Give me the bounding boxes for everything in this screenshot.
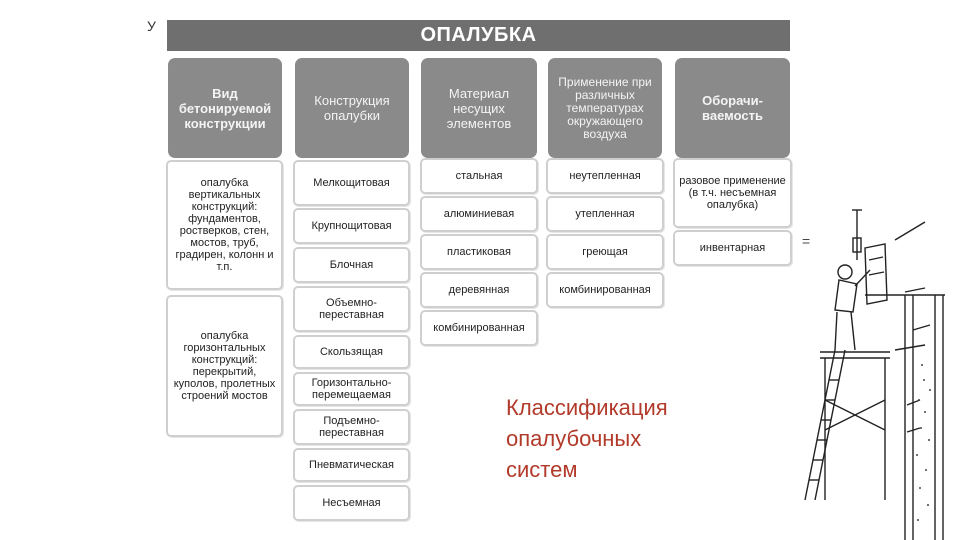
col1-horizontal-structures: опалубка горизонтальных конструкций: перекрытий, куполов, пролетных строений мостов [166, 295, 283, 437]
caption-line: Классификация [506, 395, 668, 420]
col5-inventory: инвентарная [673, 230, 792, 266]
col5-single-use: разовое применение (в т.ч. несъемная опалубка) [673, 158, 792, 228]
col3-item: деревянная [420, 272, 538, 308]
equals-mark: = [802, 233, 811, 249]
header-construction-type: Вид бетонируемой конструкции [168, 58, 282, 158]
col2-item: Несъемная [293, 485, 410, 521]
caption-line: систем [506, 457, 578, 482]
col1-vertical-structures: опалубка вертикальных конструкций: фундаментов, ростверков, стен, мостов, труб, градирен, колонн и т.п. [166, 160, 283, 290]
col2-item: Скользящая [293, 335, 410, 369]
col4-item: утепленная [546, 196, 664, 232]
caption-line: опалубочных [506, 426, 642, 451]
col4-item: комбинированная [546, 272, 664, 308]
corner-mark: У [147, 18, 156, 34]
header-material: Материал несущих элементов [421, 58, 537, 158]
col4-item: неутепленная [546, 158, 664, 194]
col3-item: пластиковая [420, 234, 538, 270]
col3-item: комбинированная [420, 310, 538, 346]
slide-caption [506, 392, 766, 485]
col2-item: Крупнощитовая [293, 208, 410, 244]
col2-item: Подъемно-переставная [293, 409, 410, 445]
col2-item: Горизонтально-перемещаемая [293, 372, 410, 406]
formwork-worker-illustration [795, 200, 960, 540]
col4-item: греющая [546, 234, 664, 270]
col2-item: Мелкощитовая [293, 160, 410, 206]
header-turnover: Оборачи-ваемость [675, 58, 790, 158]
col2-item: Объемно-переставная [293, 286, 410, 332]
header-formwork-design: Конструкция опалубки [295, 58, 409, 158]
col2-item: Пневматическая [293, 448, 410, 482]
header-temperature-use: Применение при различных температурах окружающего воздуха [548, 58, 662, 158]
col3-item: алюминиевая [420, 196, 538, 232]
diagram-title: ОПАЛУБКА [167, 20, 790, 51]
col2-item: Блочная [293, 247, 410, 283]
col3-item: стальная [420, 158, 538, 194]
